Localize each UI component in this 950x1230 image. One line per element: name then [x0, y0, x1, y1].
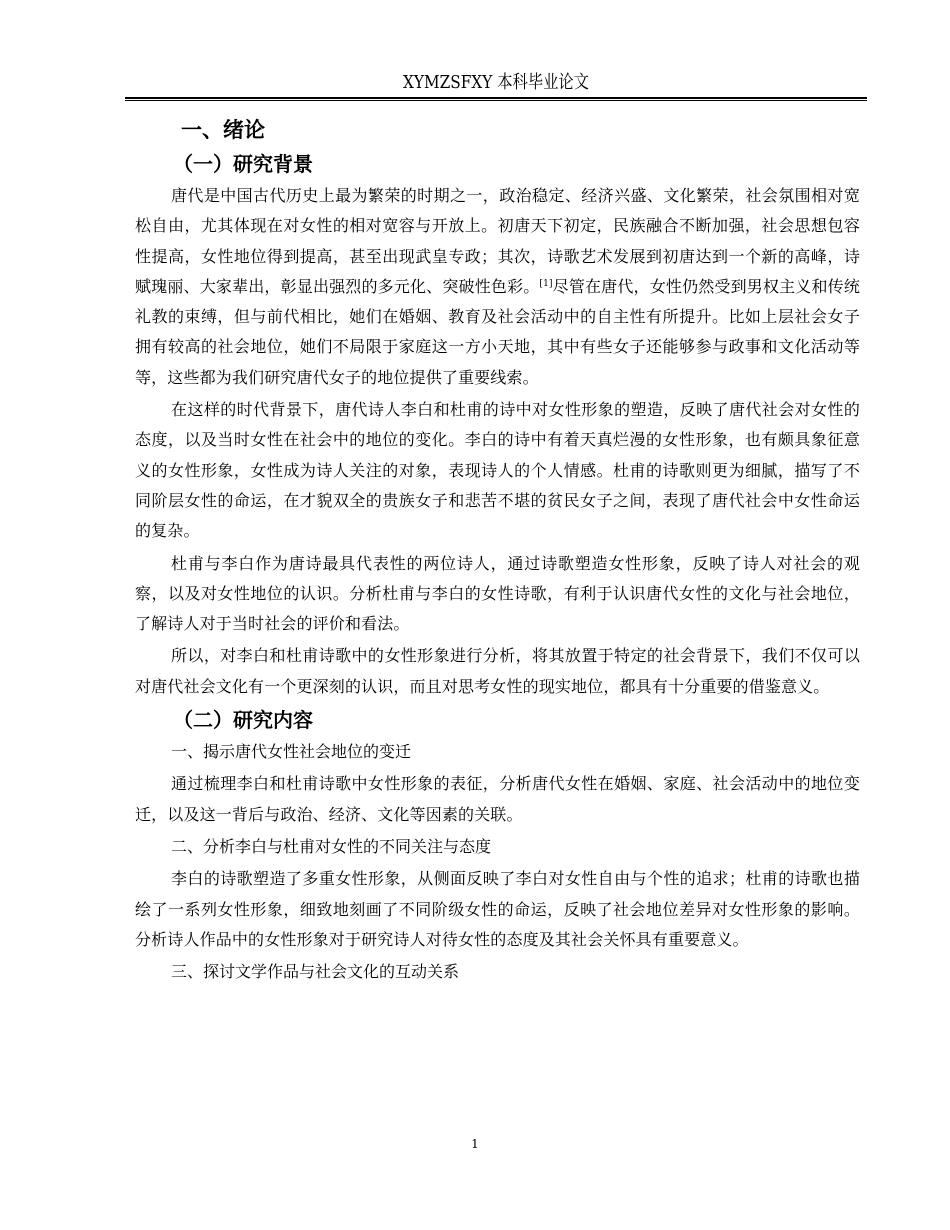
- paragraph: 李白的诗歌塑造了多重女性形象，从侧面反映了李白对女性自由与个性的追求；杜甫的诗歌也描绘了一系列女性形象，细致地刻画了不同阶级女性的命运，反映了社会地位差异对女性形象的影响。分析诗人作品中的女性形象对于研究诗人对待女性的态度及其社会关怀具有重要意义。: [135, 869, 860, 949]
- document-body: [135, 110, 860, 989]
- paragraph-text: 尽管在唐代，女性仍然受到男权主义和传统礼教的束缚，但与前代相比，她们在婚姻、教育及社会活动中的自主性有所提升。比如上层社会女子拥有较高的社会地位，她们不局限于家庭这一方小天地，其中有些女子还能够参与政事和文化活动等等，这些都为我们研究唐代女子的地位提供了重要线索。: [135, 276, 860, 387]
- section-heading: 一、绪论: [181, 118, 265, 142]
- paragraph: [135, 181, 860, 393]
- page-number: 1: [471, 1137, 479, 1151]
- subsection-heading-content: （二）研究内容: [173, 708, 313, 733]
- running-header: XYMZSFXY 本科毕业论文: [402, 72, 590, 93]
- list-item-title: 二、分析李白与杜甫对女性的不同关注与态度: [171, 836, 492, 856]
- paragraph: 在这样的时代背景下，唐代诗人李白和杜甫的诗中对女性形象的塑造，反映了唐代社会对女性的态度，以及当时女性在社会中的地位的变化。李白的诗中有着天真烂漫的女性形象，也有颇具象征意义的女性形象，女性成为诗人关注的对象，表现诗人的个人情感。杜甫的诗歌则更为细腻，描写了不同阶层女性的命运，在才貌双全的贵族女子和悲苦不堪的贫民女子之间，表现了唐代社会中女性命运的复杂。: [135, 400, 860, 541]
- citation-ref[interactable]: [1]: [539, 278, 553, 289]
- paragraph: 通过梳理李白和杜甫诗歌中女性形象的表征，分析唐代女性在婚姻、家庭、社会活动中的地位变迁，以及这一背后与政治、经济、文化等因素的关联。: [135, 774, 860, 824]
- paragraph: 所以，对李白和杜甫诗歌中的女性形象进行分析，将其放置于特定的社会背景下，我们不仅可以对唐代社会文化有一个更深刻的认识，而且对思考女性的现实地位，都具有十分重要的借鉴意义。: [135, 646, 860, 696]
- list-item-title: 三、探讨文学作品与社会文化的互动关系: [171, 962, 460, 982]
- paragraph: 杜甫与李白作为唐诗最具代表性的两位诗人，通过诗歌塑造女性形象，反映了诗人对社会的观察，以及对女性地位的认识。分析杜甫与李白的女性诗歌，有利于认识唐代女性的文化与社会地位，了解诗人对于当时社会的评价和看法。: [135, 553, 860, 634]
- paragraph-text: 唐代是中国古代历史上最为繁荣的时期之一，政治稳定、经济兴盛、文化繁荣，社会氛围相对宽松自由，尤其体现在对女性的相对宽容与开放上。初唐天下初定，民族融合不断加强，社会思想包容性提高，女性地位得到提高，甚至出现武皇专政；其次，诗歌艺术发展到初唐达到一个新的高峰，诗赋瑰丽、大家辈出，彰显出强烈的多元化、突破性色彩。: [135, 186, 860, 296]
- list-item-title: 一、揭示唐代女性社会地位的变迁: [171, 742, 412, 762]
- subsection-heading-background: （一）研究背景: [173, 152, 313, 176]
- header-rule-thick: [125, 97, 867, 99]
- header-rule-thin: [125, 100, 867, 101]
